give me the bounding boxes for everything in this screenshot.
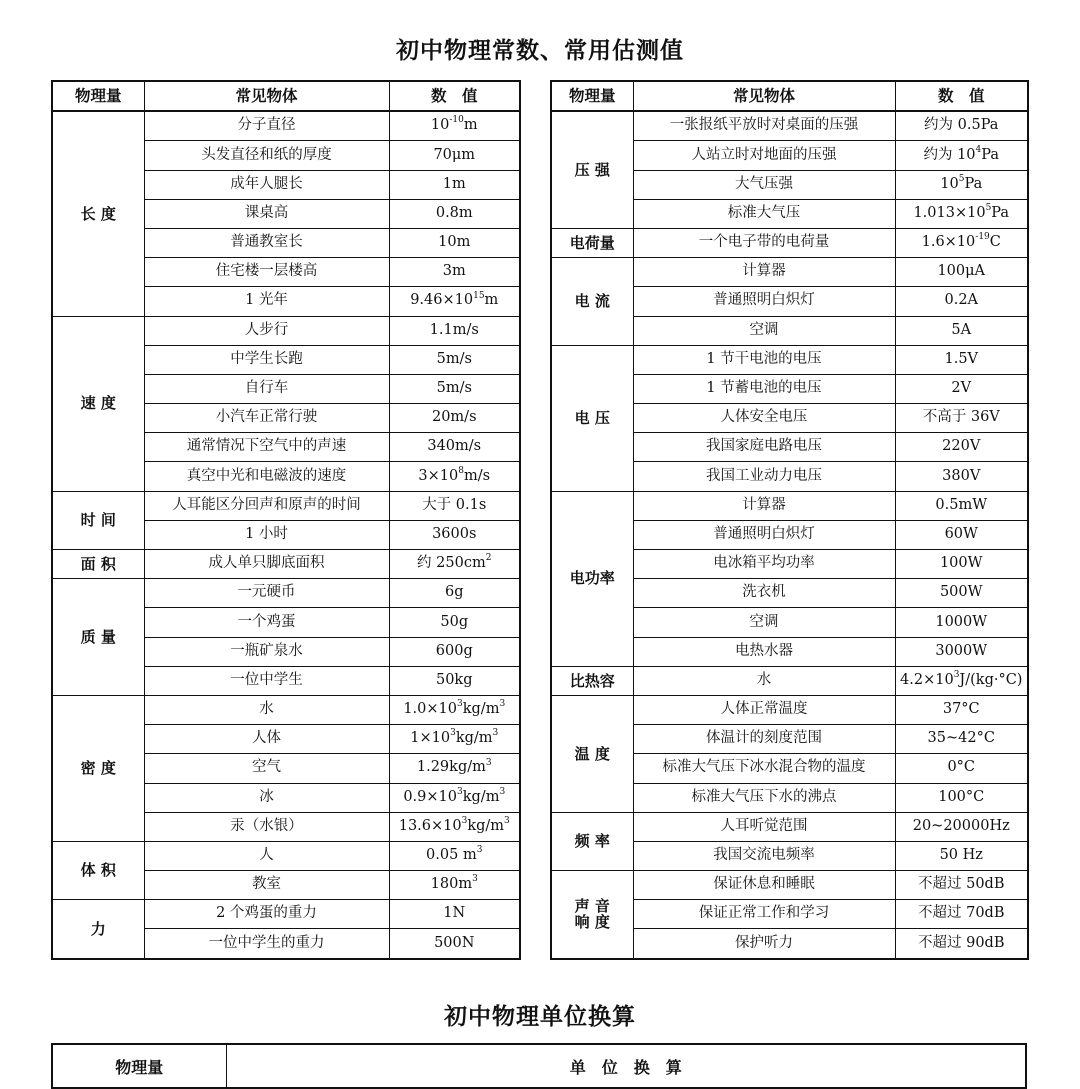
object-cell: 中学生长跑: [144, 345, 389, 374]
value-cell: $1.6\times 10^{-19}C$: [895, 228, 1028, 257]
object-cell: 一个鸡蛋: [144, 608, 389, 637]
value-cell: 6g: [389, 579, 520, 608]
object-cell: 自行车: [144, 374, 389, 403]
object-cell: 人体: [144, 725, 389, 754]
value-cell: 不高于 36V: [895, 404, 1028, 433]
object-cell: 水: [144, 695, 389, 724]
header-quantity: 物理量: [551, 81, 633, 111]
value-cell: 5A: [895, 316, 1028, 345]
value-cell: $1.0\times 10^3kg/m^3$: [389, 695, 520, 724]
value-cell: 3600s: [389, 520, 520, 549]
object-cell: 冰: [144, 783, 389, 812]
object-cell: 保证休息和睡眠: [633, 871, 895, 900]
value-cell: 1000W: [895, 608, 1028, 637]
value-cell: 50kg: [389, 666, 520, 695]
value-cell: 70μm: [389, 141, 520, 170]
object-cell: 普通教室长: [144, 228, 389, 257]
table-header-row: [551, 81, 1028, 111]
header-quantity: 物理量: [52, 81, 144, 111]
object-cell: 大气压强: [633, 170, 895, 199]
quantity-cell: 电功率: [551, 491, 633, 666]
object-cell: 普通照明白炽灯: [633, 287, 895, 316]
table-row: [52, 841, 520, 870]
object-cell: 电冰箱平均功率: [633, 550, 895, 579]
quantity-cell: 体 积: [52, 841, 144, 899]
constants-table-right: [550, 80, 1029, 960]
table-row: [551, 111, 1028, 141]
value-cell: 37°C: [895, 695, 1028, 724]
object-cell: 人: [144, 841, 389, 870]
value-cell: 1.5V: [895, 345, 1028, 374]
value-cell: 1N: [389, 900, 520, 929]
object-cell: 一位中学生: [144, 666, 389, 695]
unit-conversion-table: [51, 1043, 1027, 1089]
value-cell: 35~42°C: [895, 725, 1028, 754]
value-cell: $13.6\times 10^3kg/m^3$: [389, 812, 520, 841]
header-conversion: 单 位 换 算: [226, 1044, 1026, 1088]
quantity-cell: 比热容: [551, 666, 633, 695]
quantity-cell: 电 压: [551, 345, 633, 491]
value-cell: $10^5Pa$: [895, 170, 1028, 199]
object-cell: 人站立时对地面的压强: [633, 141, 895, 170]
value-cell: 100°C: [895, 783, 1028, 812]
quantity-cell: 长 度: [52, 111, 144, 316]
table-row: [551, 345, 1028, 374]
object-cell: 住宅楼一层楼高: [144, 258, 389, 287]
object-cell: 教室: [144, 871, 389, 900]
table-row: [551, 871, 1028, 900]
page-title: 初中物理常数、常用估测值: [396, 38, 684, 64]
quantity-cell: 质 量: [52, 579, 144, 696]
table-row: [52, 316, 520, 345]
value-cell: 50g: [389, 608, 520, 637]
object-cell: 人步行: [144, 316, 389, 345]
value-cell: 3m: [389, 258, 520, 287]
value-cell: 1.1m/s: [389, 316, 520, 345]
object-cell: 一个电子带的电荷量: [633, 228, 895, 257]
table-row: [52, 111, 520, 141]
object-cell: 分子直径: [144, 111, 389, 141]
value-cell: $3\times 10^8m/s$: [389, 462, 520, 491]
object-cell: 空调: [633, 608, 895, 637]
quantity-cell: 压 强: [551, 111, 633, 228]
object-cell: 标准大气压: [633, 199, 895, 228]
object-cell: 标准大气压下水的沸点: [633, 783, 895, 812]
object-cell: 一瓶矿泉水: [144, 637, 389, 666]
quantity-cell: 电荷量: [551, 228, 633, 257]
table-row: [551, 695, 1028, 724]
object-cell: 真空中光和电磁波的速度: [144, 462, 389, 491]
object-cell: 体温计的刻度范围: [633, 725, 895, 754]
value-cell: $10^{-10}m$: [389, 111, 520, 141]
object-cell: 1 光年: [144, 287, 389, 316]
table-row: [52, 900, 520, 929]
quantity-cell: 声 音 响 度: [551, 871, 633, 959]
quantity-cell: 电 流: [551, 258, 633, 346]
quantity-cell: 速 度: [52, 316, 144, 491]
table-row: [551, 812, 1028, 841]
value-cell: 20~20000Hz: [895, 812, 1028, 841]
value-cell: $1\times 10^3kg/m^3$: [389, 725, 520, 754]
value-cell: $9.46\times 10^{15}m$: [389, 287, 520, 316]
object-cell: 水: [633, 666, 895, 695]
table-row: [52, 550, 520, 579]
quantity-cell: 力: [52, 900, 144, 959]
object-cell: 我国工业动力电压: [633, 462, 895, 491]
value-cell: $1.013\times 10^5Pa$: [895, 199, 1028, 228]
table-header-row: [52, 81, 520, 111]
header-value: 数 值: [389, 81, 520, 111]
value-cell: 100W: [895, 550, 1028, 579]
object-cell: 计算器: [633, 258, 895, 287]
value-cell: 100μA: [895, 258, 1028, 287]
value-cell: 10m: [389, 228, 520, 257]
value-cell: 约为 $10^4Pa$: [895, 141, 1028, 170]
table-row: [551, 228, 1028, 257]
value-cell: 0.2A: [895, 287, 1028, 316]
object-cell: 1 节干电池的电压: [633, 345, 895, 374]
table-row: [52, 579, 520, 608]
table-row: [52, 491, 520, 520]
object-cell: 人耳听觉范围: [633, 812, 895, 841]
value-cell: $4.2\times 10^3J/(kg\cdot^\circ C)$: [895, 666, 1028, 695]
object-cell: 1 小时: [144, 520, 389, 549]
value-cell: 1m: [389, 170, 520, 199]
object-cell: 一位中学生的重力: [144, 929, 389, 959]
table-row: [551, 491, 1028, 520]
value-cell: 5m/s: [389, 345, 520, 374]
value-cell: 220V: [895, 433, 1028, 462]
value-cell: 约 $250cm^2$: [389, 550, 520, 579]
object-cell: 我国交流电频率: [633, 841, 895, 870]
value-cell: 不超过 70dB: [895, 900, 1028, 929]
value-cell: 0.05 $m^3$: [389, 841, 520, 870]
object-cell: 汞（水银）: [144, 812, 389, 841]
object-cell: 课桌高: [144, 199, 389, 228]
value-cell: 50 Hz: [895, 841, 1028, 870]
header-quantity: 物理量: [52, 1044, 226, 1088]
object-cell: 人体正常温度: [633, 695, 895, 724]
object-cell: 电热水器: [633, 637, 895, 666]
quantity-cell: 频 率: [551, 812, 633, 870]
value-cell: 0.8m: [389, 199, 520, 228]
table-header-row: [52, 1044, 1026, 1088]
object-cell: 保证正常工作和学习: [633, 900, 895, 929]
value-cell: $180m^3$: [389, 871, 520, 900]
object-cell: 人耳能区分回声和原声的时间: [144, 491, 389, 520]
value-cell: 5m/s: [389, 374, 520, 403]
object-cell: 通常情况下空气中的声速: [144, 433, 389, 462]
value-cell: 0°C: [895, 754, 1028, 783]
object-cell: 普通照明白炽灯: [633, 520, 895, 549]
value-cell: 20m/s: [389, 404, 520, 433]
table-row: [551, 258, 1028, 287]
value-cell: 2V: [895, 374, 1028, 403]
value-cell: 500W: [895, 579, 1028, 608]
object-cell: 一元硬币: [144, 579, 389, 608]
object-cell: 标准大气压下冰水混合物的温度: [633, 754, 895, 783]
table-row: [52, 695, 520, 724]
value-cell: 3000W: [895, 637, 1028, 666]
constants-table-left: [51, 80, 521, 960]
object-cell: 我国家庭电路电压: [633, 433, 895, 462]
value-cell: 600g: [389, 637, 520, 666]
object-cell: 头发直径和纸的厚度: [144, 141, 389, 170]
value-cell: 不超过 50dB: [895, 871, 1028, 900]
value-cell: $0.9\times 10^3kg/m^3$: [389, 783, 520, 812]
quantity-cell: 面 积: [52, 550, 144, 579]
quantity-cell: 密 度: [52, 695, 144, 841]
object-cell: 计算器: [633, 491, 895, 520]
object-cell: 成年人腿长: [144, 170, 389, 199]
header-object: 常见物体: [144, 81, 389, 111]
value-cell: 大于 0.1s: [389, 491, 520, 520]
header-object: 常见物体: [633, 81, 895, 111]
value-cell: 500N: [389, 929, 520, 959]
value-cell: 约为 0.5Pa: [895, 111, 1028, 141]
object-cell: 一张报纸平放时对桌面的压强: [633, 111, 895, 141]
object-cell: 成人单只脚底面积: [144, 550, 389, 579]
value-cell: 380V: [895, 462, 1028, 491]
object-cell: 1 节蓄电池的电压: [633, 374, 895, 403]
value-cell: 340m/s: [389, 433, 520, 462]
object-cell: 空气: [144, 754, 389, 783]
header-value: 数 值: [895, 81, 1028, 111]
value-cell: 60W: [895, 520, 1028, 549]
quantity-cell: 温 度: [551, 695, 633, 812]
value-cell: 0.5mW: [895, 491, 1028, 520]
object-cell: 人体安全电压: [633, 404, 895, 433]
value-cell: $1.29kg/m^3$: [389, 754, 520, 783]
object-cell: 小汽车正常行驶: [144, 404, 389, 433]
object-cell: 保护听力: [633, 929, 895, 959]
object-cell: 洗衣机: [633, 579, 895, 608]
table-row: [551, 666, 1028, 695]
value-cell: 不超过 90dB: [895, 929, 1028, 959]
units-section-title: 初中物理单位换算: [444, 1004, 636, 1030]
quantity-cell: 时 间: [52, 491, 144, 549]
object-cell: 空调: [633, 316, 895, 345]
object-cell: 2 个鸡蛋的重力: [144, 900, 389, 929]
